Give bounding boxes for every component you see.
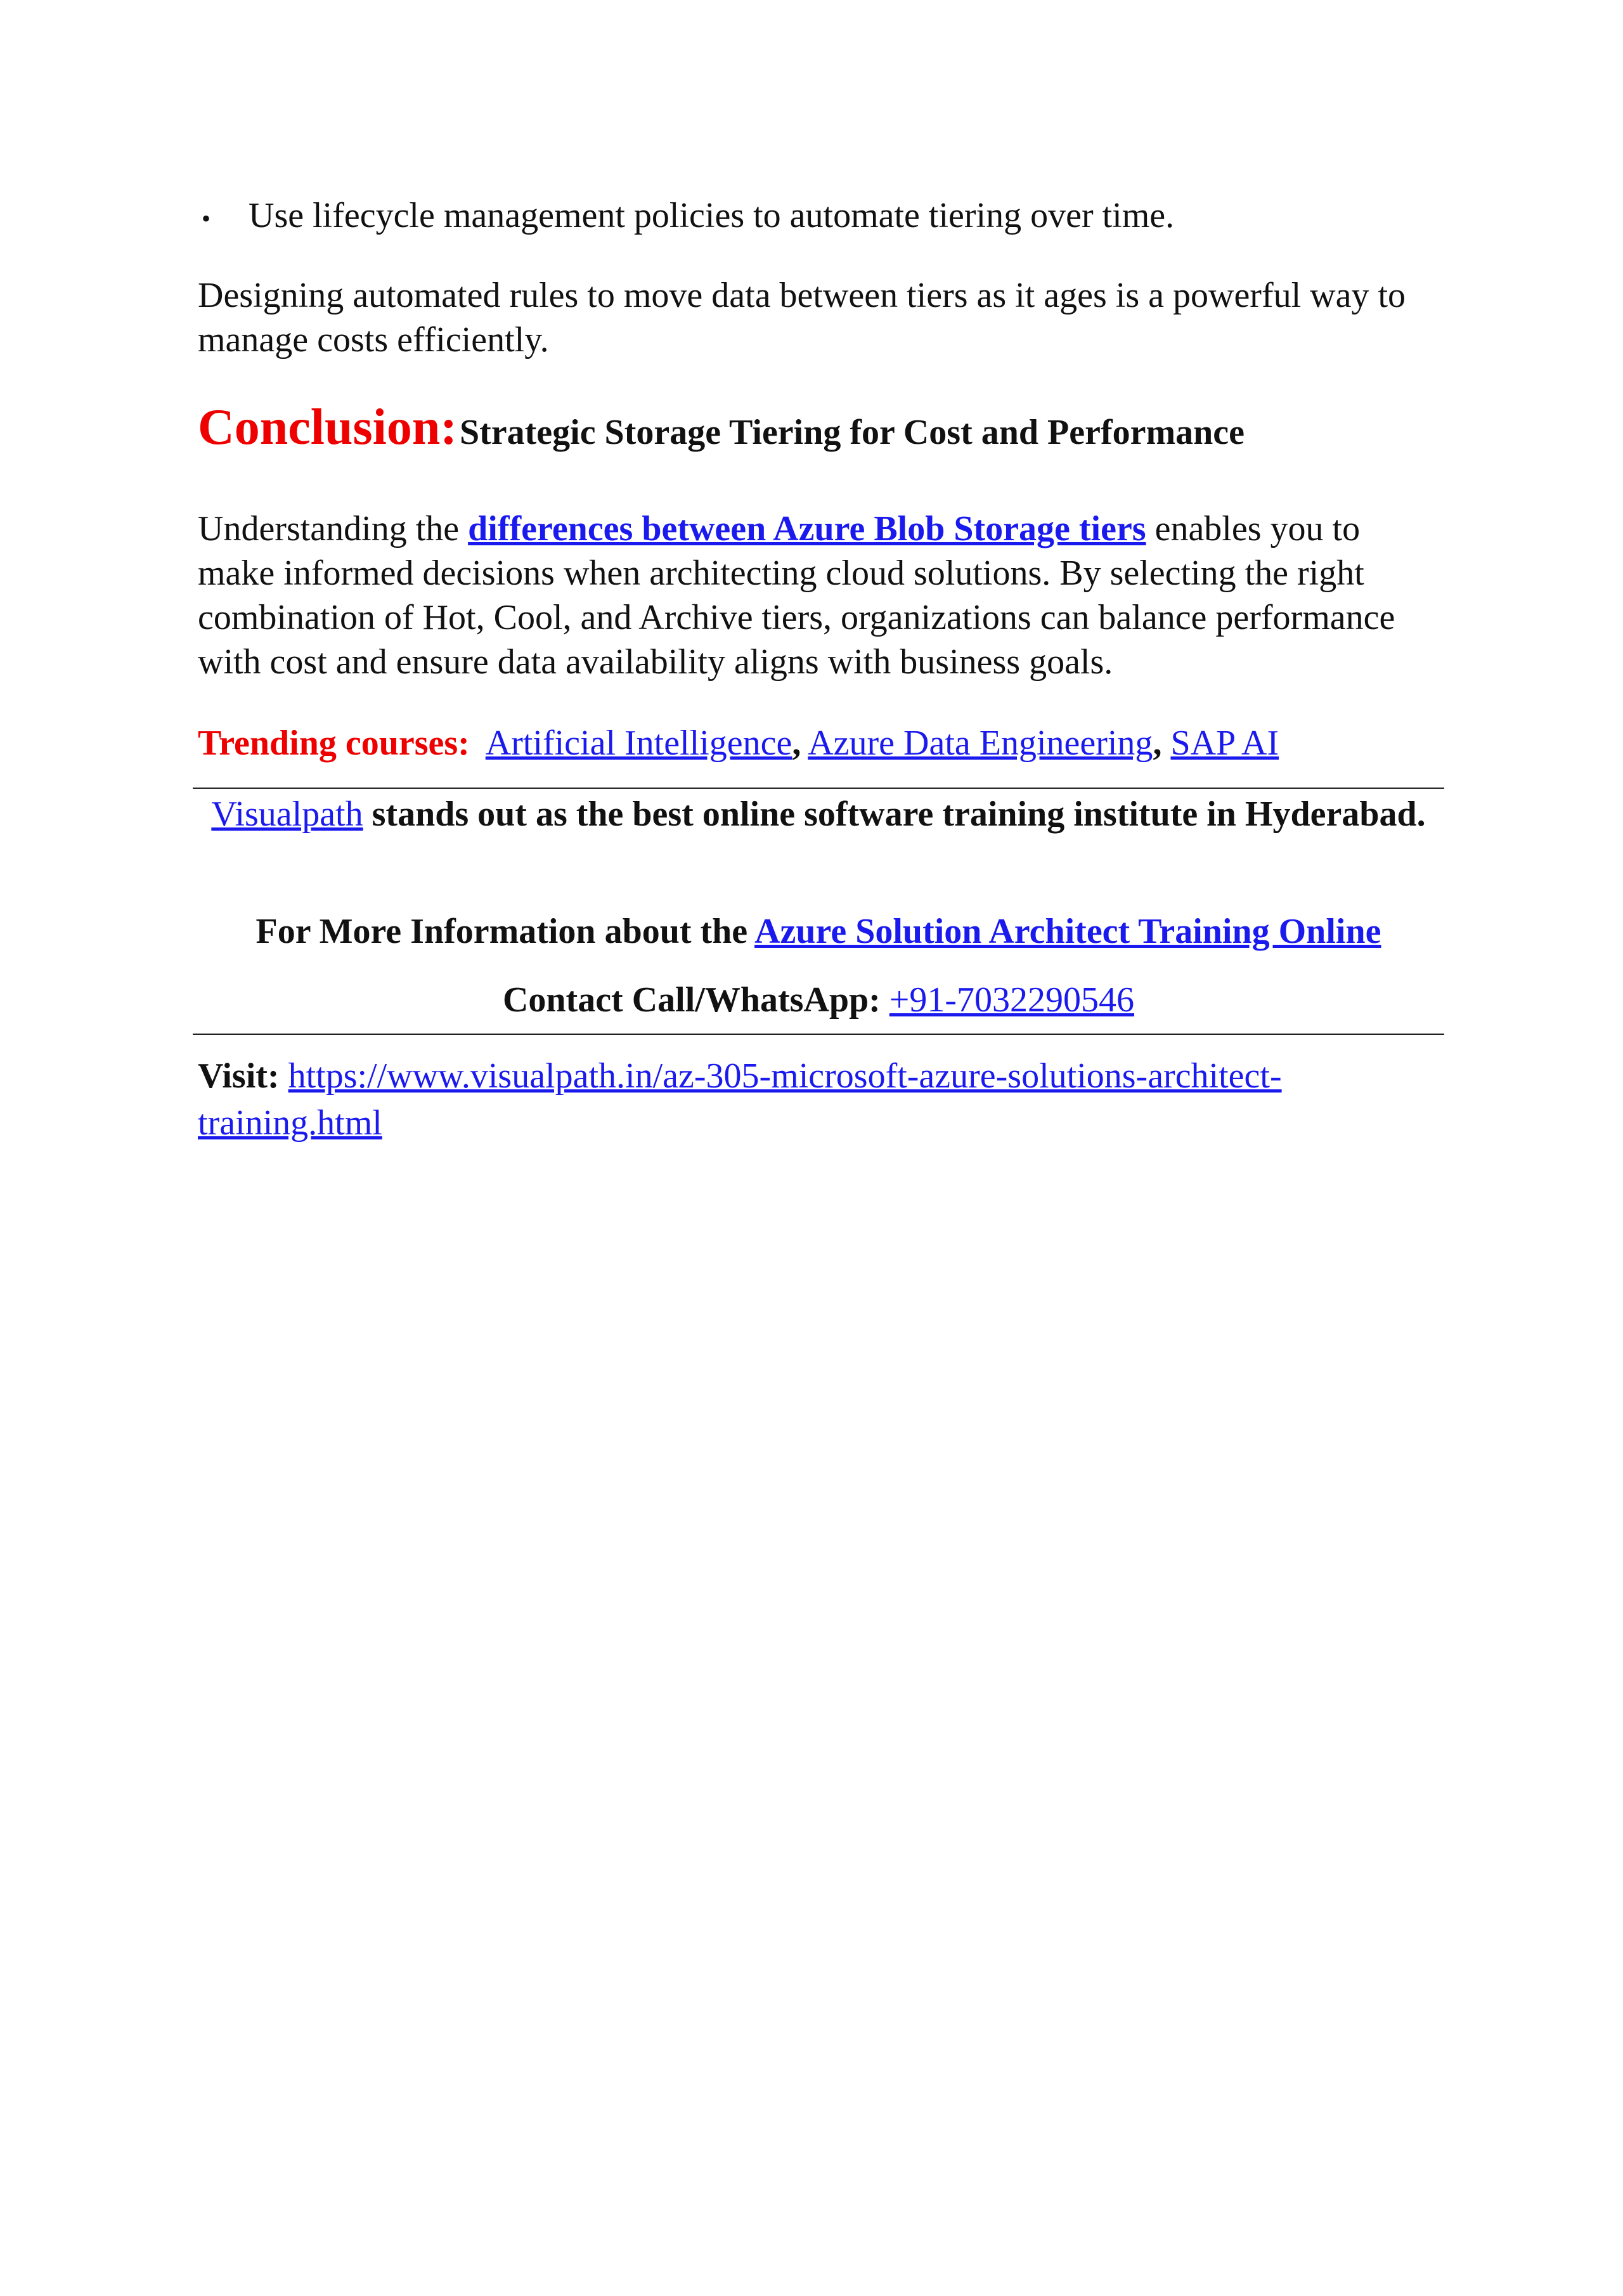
conclusion-heading — [198, 399, 1444, 470]
trending-label: Trending courses: — [198, 723, 470, 763]
visit-line — [198, 1053, 1444, 1146]
phone-link[interactable]: +91-7032290546 — [889, 980, 1135, 1020]
understanding-text-before: Understanding the — [198, 509, 469, 548]
document-content — [198, 193, 1444, 783]
institute-statement — [193, 791, 1444, 838]
automation-paragraph: Designing automated rules to move data between tiers as it ages is a powerful way to manage costs efficiently. — [198, 276, 1406, 360]
conclusion-title: Strategic Storage Tiering for Cost and Performance — [459, 413, 1245, 452]
azure-architect-course-link[interactable]: Azure Solution Architect Training Online — [754, 912, 1381, 951]
course-link-sap-ai[interactable]: SAP AI — [1170, 723, 1279, 763]
bullet-text: Use lifecycle management policies to automate tiering over time. — [249, 196, 1175, 235]
bullet-marker: • — [202, 204, 211, 233]
visualpath-link[interactable]: Visualpath — [211, 795, 363, 834]
conclusion-label: Conclusion: — [198, 399, 457, 455]
understanding-paragraph — [198, 507, 1444, 684]
visit-url-link[interactable]: https://www.visualpath.in/az-305-microsoft-azure-solutions-architect-training.html — [198, 1056, 1282, 1143]
understanding-text-after: enables you to make informed decisions when architecting cloud solutions. By selecting the right combination of Hot, Cool, and Archive tiers, organizations can balance performance with cost and ensure data availability aligns with business goals. — [198, 509, 1395, 682]
bullet-item — [198, 193, 1444, 238]
more-info-line — [193, 908, 1444, 955]
contact-label: Contact Call/WhatsApp: — [502, 980, 889, 1020]
contact-line — [193, 976, 1444, 1023]
divider-top — [193, 788, 1444, 789]
course-separator: , — [792, 723, 801, 763]
divider-bottom — [193, 1034, 1444, 1035]
more-info-label: For More Information about the — [255, 912, 755, 951]
course-separator: , — [1153, 723, 1162, 763]
trending-courses — [198, 721, 1444, 765]
visit-label: Visit: — [198, 1056, 280, 1096]
course-link-ai[interactable]: Artificial Intelligence — [485, 723, 792, 763]
course-link-azure-data-engineering[interactable]: Azure Data Engineering — [808, 723, 1153, 763]
institute-text: stands out as the best online software training institute in Hyderabad. — [363, 795, 1426, 834]
blob-tiers-link[interactable]: differences between Azure Blob Storage tiers — [468, 509, 1146, 548]
